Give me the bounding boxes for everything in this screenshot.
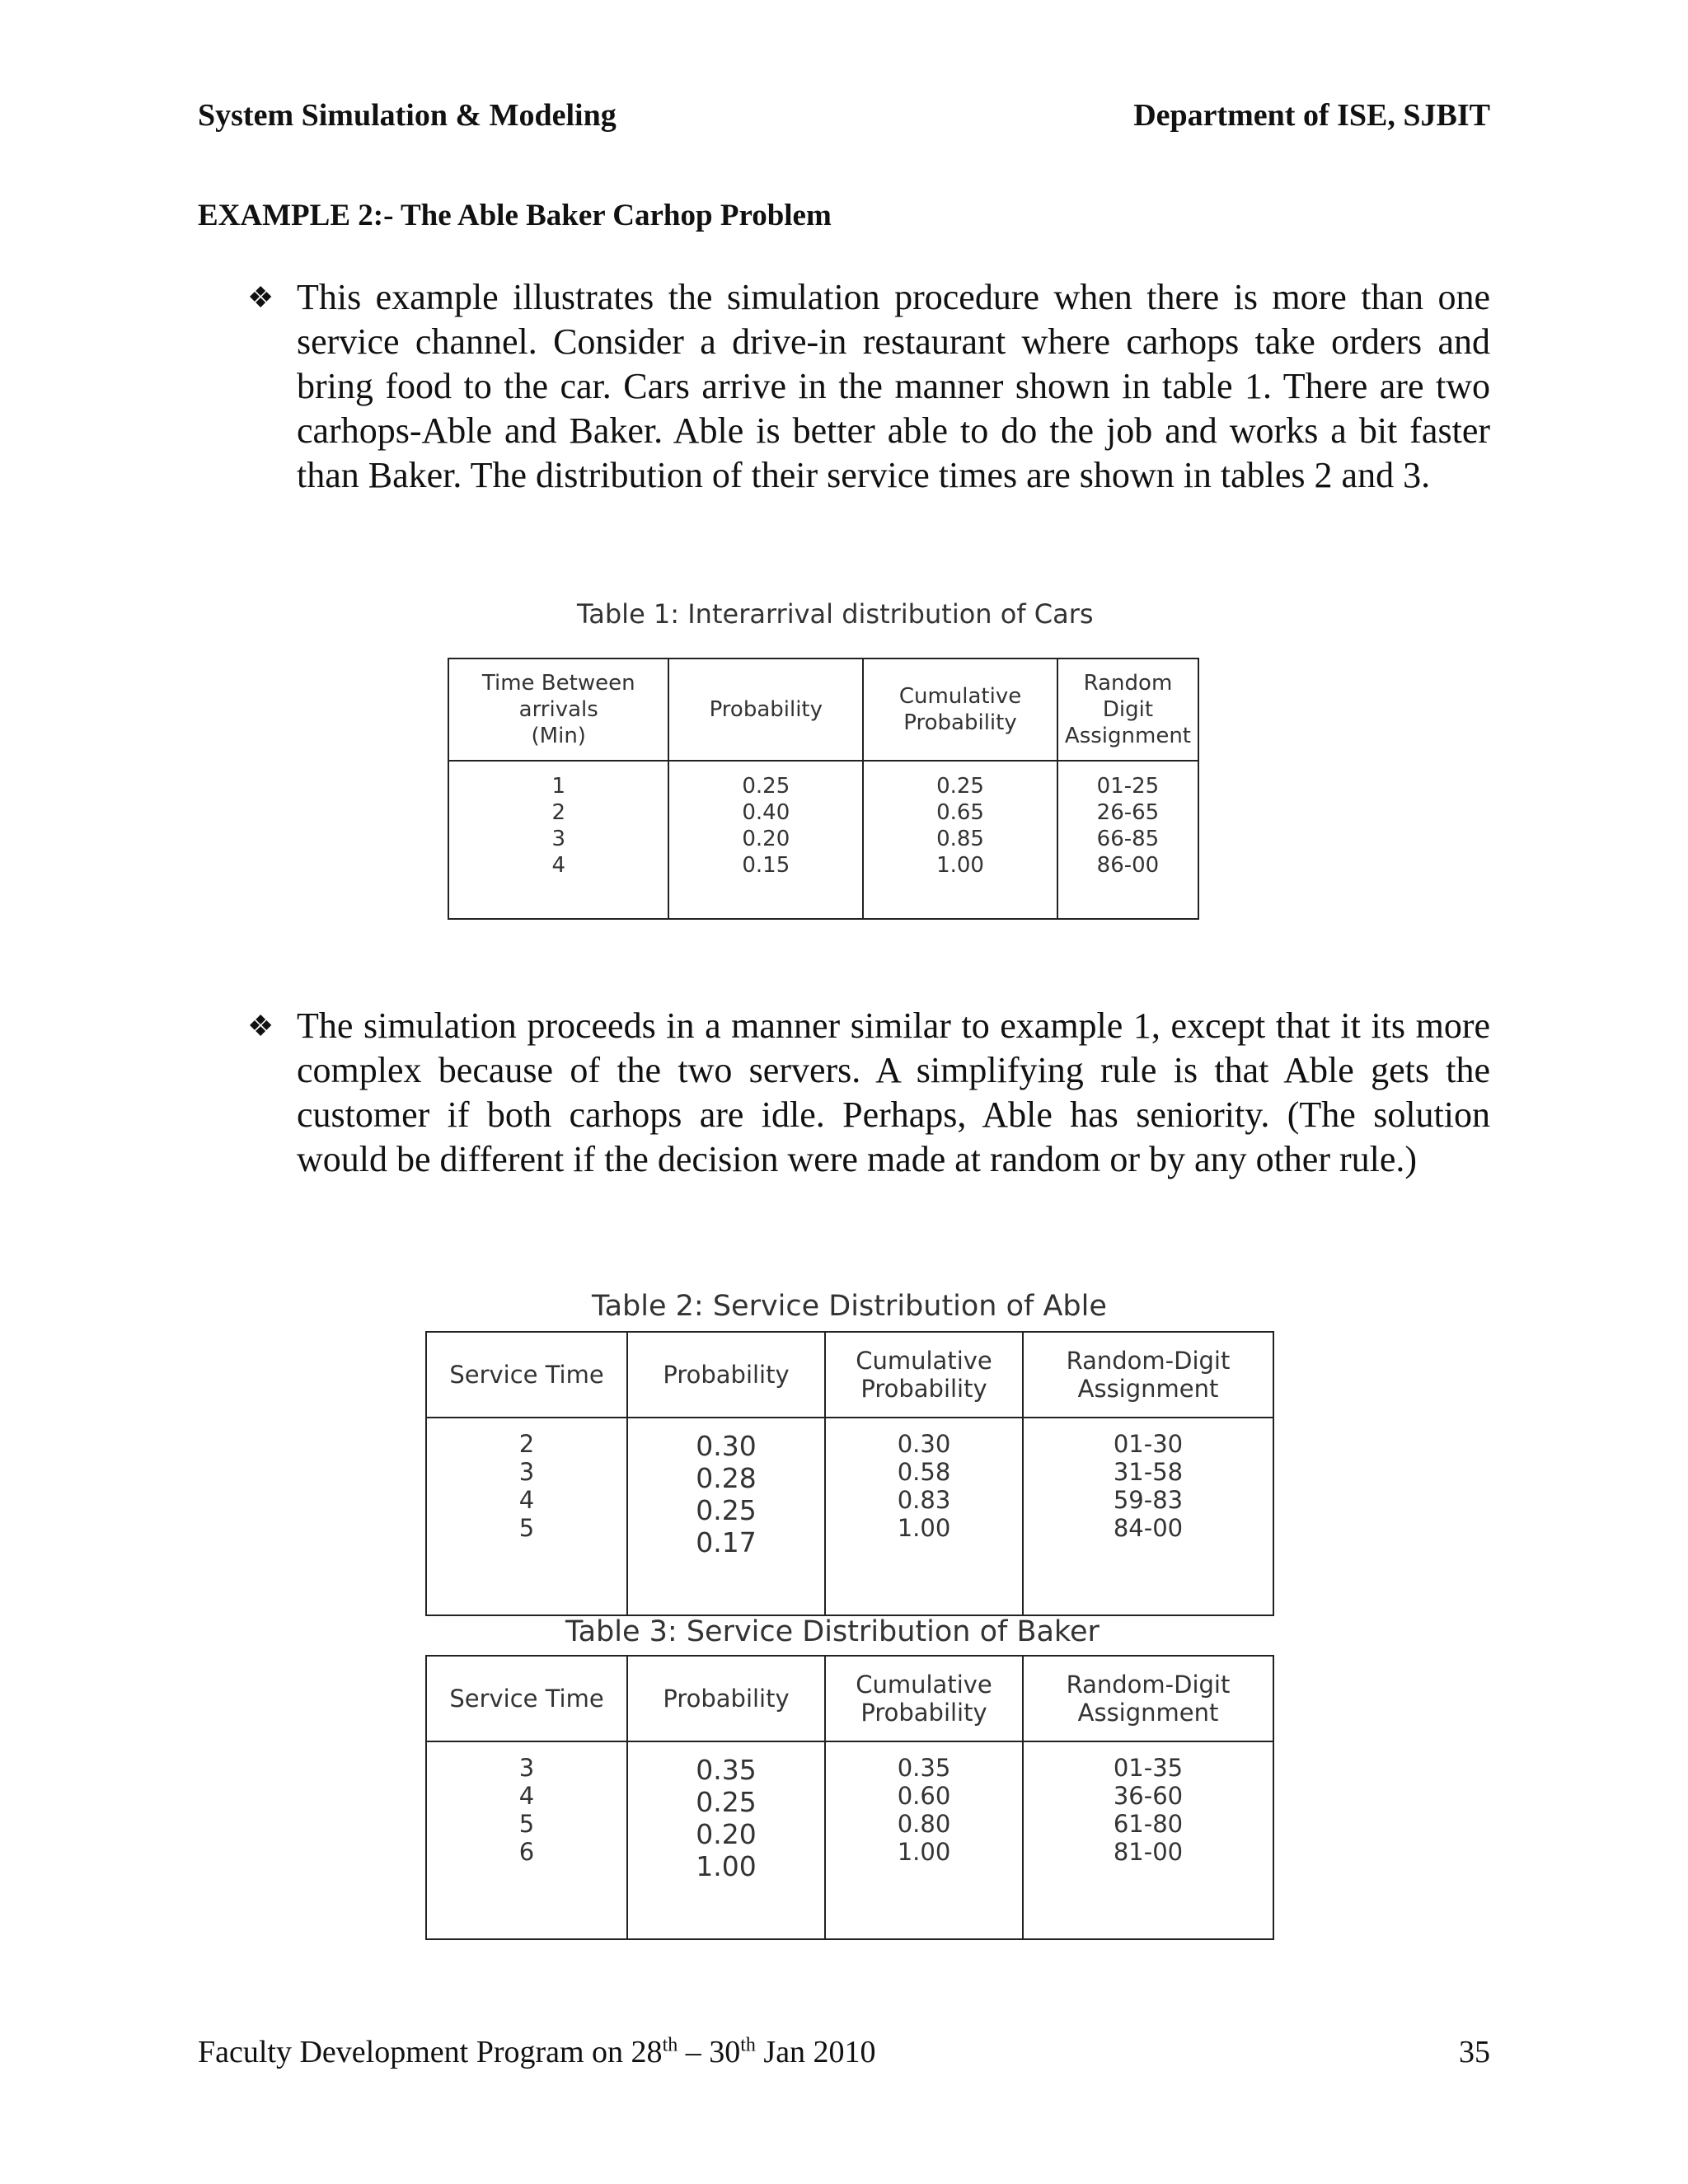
cell: 36-60	[1113, 1782, 1184, 1810]
cell: 0.60	[897, 1782, 951, 1810]
cell: 1.00	[696, 1850, 757, 1882]
cell: 3	[551, 827, 565, 851]
cell: 0.80	[897, 1810, 951, 1838]
bullet-paragraph-2	[247, 1004, 1490, 1182]
cell: 3	[518, 1754, 535, 1782]
cell: 4	[551, 853, 565, 878]
cell: 1	[551, 774, 565, 799]
table2-header-random-digit: Random-Digit Assignment	[1023, 1332, 1273, 1418]
table3-header-cumulative: Cumulative Probability	[825, 1656, 1023, 1741]
header-title: System Simulation & Modeling	[198, 98, 617, 133]
table2-col-random-digit	[1023, 1418, 1273, 1615]
table2-header-probability: Probability	[627, 1332, 825, 1418]
cell: 0.25	[742, 774, 790, 799]
cell: 0.20	[696, 1818, 757, 1850]
table2-col-service-time	[426, 1418, 627, 1615]
table2-header-cumulative: Cumulative Probability	[825, 1332, 1023, 1418]
bullet-paragraph-1	[247, 275, 1490, 498]
table3-col-service-time	[426, 1741, 627, 1939]
table3-col-probability	[627, 1741, 825, 1939]
page-number: 35	[1459, 2035, 1490, 2069]
table3-header-probability: Probability	[627, 1656, 825, 1741]
table1-caption: Table 1: Interarrival distribution of Cars	[577, 598, 1094, 630]
table1-col-time	[448, 761, 668, 919]
cell: 0.20	[742, 827, 790, 851]
cell: 01-35	[1113, 1754, 1184, 1782]
cell: 0.30	[696, 1430, 757, 1462]
table3-baker-service	[425, 1655, 1274, 1940]
table3-header-random-digit: Random-Digit Assignment	[1023, 1656, 1273, 1741]
cell: 84-00	[1113, 1514, 1184, 1542]
table2-col-cumulative	[825, 1418, 1023, 1615]
cell: 59-83	[1113, 1486, 1184, 1514]
header-department: Department of ISE, SJBIT	[1133, 98, 1490, 133]
table3-col-random-digit	[1023, 1741, 1273, 1939]
cell: 0.30	[897, 1430, 951, 1458]
diamond-bullet-icon: ❖	[247, 1010, 274, 1043]
cell: 0.15	[742, 853, 790, 878]
table1-col-cumulative	[863, 761, 1057, 919]
table2-able-service	[425, 1331, 1274, 1616]
paragraph-text: This example illustrates the simulation procedure when there is more than one service channel. Consider a drive-in restaurant where carhops take orders and bring food to the car. Cars arrive in the manner shown in table 1. There are two carhops-Able and Baker. Able is better able to do the job and works a bit faster than Baker. The distribution of their service times are shown in tables 2 and 3.	[297, 277, 1490, 495]
cell: 2	[518, 1430, 535, 1458]
table1-header-probability: Probability	[668, 658, 863, 761]
cell: 0.58	[897, 1458, 951, 1486]
table2-caption: Table 2: Service Distribution of Able	[592, 1290, 1107, 1323]
example-heading: EXAMPLE 2:- The Able Baker Carhop Problem	[198, 199, 832, 232]
cell: 1.00	[897, 1838, 951, 1866]
cell: 0.40	[742, 800, 790, 825]
diamond-bullet-icon: ❖	[247, 281, 274, 314]
table1-col-random-digit	[1057, 761, 1198, 919]
footer-program: Faculty Development Program on 28th – 30th Jan 2010	[198, 2034, 876, 2069]
table1-header-random-digit: Random Digit Assignment	[1057, 658, 1198, 761]
cell: 4	[518, 1782, 535, 1810]
table3-header-service-time: Service Time	[426, 1656, 627, 1741]
cell: 26-65	[1096, 800, 1160, 825]
cell: 0.28	[696, 1462, 757, 1494]
cell: 31-58	[1113, 1458, 1184, 1486]
table1-col-probability	[668, 761, 863, 919]
cell: 0.25	[936, 774, 984, 799]
cell: 86-00	[1096, 853, 1160, 878]
cell: 0.35	[897, 1754, 951, 1782]
cell: 2	[551, 800, 565, 825]
cell: 0.25	[696, 1494, 757, 1526]
cell: 6	[518, 1838, 535, 1866]
cell: 81-00	[1113, 1838, 1184, 1866]
table1-interarrival	[448, 658, 1199, 920]
table3-caption: Table 3: Service Distribution of Baker	[565, 1615, 1100, 1648]
cell: 1.00	[897, 1514, 951, 1542]
table2-header-service-time: Service Time	[426, 1332, 627, 1418]
table3-col-cumulative	[825, 1741, 1023, 1939]
cell: 4	[518, 1486, 535, 1514]
paragraph-text: The simulation proceeds in a manner similar to example 1, except that it its more complex because of the two servers. A simplifying rule is that Able gets the customer if both carhops are idle. Perhaps, Able has seniority. (The solution would be different if the decision were made at random or by any other rule.)	[297, 1005, 1490, 1179]
cell: 61-80	[1113, 1810, 1184, 1838]
cell: 0.85	[936, 827, 984, 851]
cell: 1.00	[936, 853, 984, 878]
cell: 66-85	[1096, 827, 1160, 851]
table1-header-cumulative: Cumulative Probability	[863, 658, 1057, 761]
cell: 5	[518, 1514, 535, 1542]
cell: 3	[518, 1458, 535, 1486]
table2-col-probability	[627, 1418, 825, 1615]
cell: 5	[518, 1810, 535, 1838]
cell: 0.65	[936, 800, 984, 825]
table1-header-time: Time Between arrivals (Min)	[448, 658, 668, 761]
cell: 01-30	[1113, 1430, 1184, 1458]
cell: 0.17	[696, 1526, 757, 1558]
cell: 0.35	[696, 1754, 757, 1786]
cell: 0.25	[696, 1786, 757, 1818]
cell: 01-25	[1096, 774, 1160, 799]
cell: 0.83	[897, 1486, 951, 1514]
